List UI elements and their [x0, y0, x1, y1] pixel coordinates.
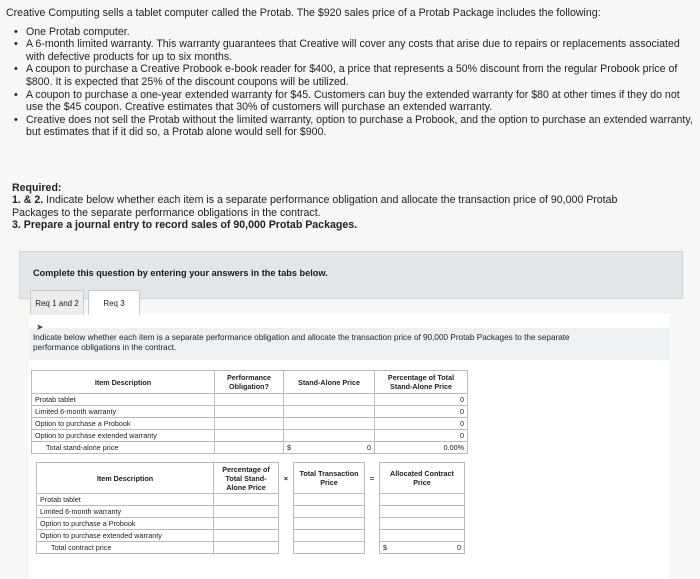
total-label: Total stand-alone price: [32, 442, 215, 454]
problem-intro: [6, 7, 694, 139]
allocated-price-input[interactable]: [380, 494, 465, 506]
total-price-value: 0: [367, 443, 371, 452]
required-item-1: [12, 194, 652, 219]
percentage-input[interactable]: [214, 518, 279, 530]
bullet-item: • Creative does not sell the Protab without the limited warranty, option to purchase a Probook, and the option to purchase an extended warranty, but estimates that if it did so, a Protab alone would sell for $900.: [14, 114, 694, 139]
total-contract-value: 0: [457, 543, 461, 552]
required-item-1-text: Indicate below whether each item is a separate performance obligation and allocate the transaction price of 90,000 Protab Packages to the separate performance obligations in the contract.: [12, 194, 618, 219]
required-item-3-text: Prepare a journal entry to record sales of 90,000 Protab Packages.: [23, 219, 358, 232]
percentage-value: 0: [375, 406, 468, 418]
row-label: Option to purchase extended warranty: [37, 530, 214, 542]
row-label: Option to purchase extended warranty: [32, 430, 215, 442]
table-row: [32, 418, 468, 430]
table-row: [37, 494, 465, 506]
multiply-sign: ×: [279, 463, 294, 494]
col-percentage-total: Percentage of Total Stand-Alone Price: [214, 463, 279, 494]
row-label: Limited 6-month warranty: [37, 506, 214, 518]
currency-symbol: $: [287, 443, 291, 452]
allocated-price-input[interactable]: [380, 518, 465, 530]
col-performance-obligation: Performance Obligation?: [215, 371, 284, 394]
allocated-price-input[interactable]: [380, 506, 465, 518]
required-item-3-prefix: 3.: [12, 219, 21, 232]
percentage-input[interactable]: [214, 506, 279, 518]
tab-req-3[interactable]: Req 3: [88, 290, 140, 315]
table-row: [37, 530, 465, 542]
col-item-description: Item Description: [37, 463, 214, 494]
performance-obligation-select[interactable]: [215, 394, 284, 406]
col-stand-alone-price: Stand-Alone Price: [284, 371, 375, 394]
operator-spacer: [279, 530, 294, 542]
performance-obligation-select[interactable]: [215, 418, 284, 430]
total-row: [37, 542, 465, 554]
total-label: Total contract price: [37, 542, 214, 554]
bullet-item: • A coupon to purchase a Creative Probook e-book reader for $400, a price that represents a 50% discount from the regular Probook price of $800. It is expected that 25% of the discount coupons will be utilized.: [14, 63, 694, 88]
operator-spacer: [365, 506, 380, 518]
performance-obligation-select[interactable]: [215, 430, 284, 442]
stand-alone-price-input[interactable]: [284, 430, 375, 442]
row-label: Protab tablet: [37, 494, 214, 506]
row-label: Option to purchase a Probook: [32, 418, 215, 430]
total-contract-price-cell: [380, 542, 465, 554]
currency-symbol: $: [383, 543, 387, 552]
row-label: Option to purchase a Probook: [37, 518, 214, 530]
empty-cell: [214, 542, 279, 554]
col-percentage-total: Percentage of Total Stand-Alone Price: [375, 371, 468, 394]
operator-spacer: [365, 518, 380, 530]
transaction-price-input[interactable]: [294, 530, 365, 542]
col-total-transaction-price: Total Transaction Price: [294, 463, 365, 494]
col-allocated-contract-price: Allocated Contract Price: [380, 463, 465, 494]
table-row: [32, 430, 468, 442]
mouse-cursor-icon: ➤: [36, 322, 44, 332]
stand-alone-price-input[interactable]: [284, 394, 375, 406]
total-percentage-value: 0.00%: [375, 442, 468, 454]
transaction-price-input[interactable]: [294, 506, 365, 518]
bullet-item: • A 6-month limited warranty. This warranty guarantees that Creative will cover any costs that arise due to repairs or replacements associated with defective products for up to six months.: [14, 38, 694, 63]
required-section: [12, 182, 652, 232]
transaction-price-input[interactable]: [294, 494, 365, 506]
operator-spacer: [279, 494, 294, 506]
tab-req-1-and-2[interactable]: Req 1 and 2: [30, 290, 84, 315]
percentage-input[interactable]: [214, 530, 279, 542]
bullet-item: • A coupon to purchase a one-year extended warranty for $45. Customers can buy the extended warranty for $80 at other times if they do not use the $45 coupon. Creative estimates that 30% of customers will purchase an extended warranty.: [14, 89, 694, 114]
empty-cell: [294, 542, 365, 554]
percentage-value: 0: [375, 418, 468, 430]
col-item-description: Item Description: [32, 371, 215, 394]
table-row: [37, 506, 465, 518]
operator-spacer: [279, 518, 294, 530]
intro-text: Creative Computing sells a tablet computer called the Protab. The $920 sales price of a Protab Package includes the following:: [6, 7, 601, 19]
row-label: Limited 6-month warranty: [32, 406, 215, 418]
table-row: [37, 518, 465, 530]
operator-spacer: [365, 494, 380, 506]
stand-alone-price-input[interactable]: [284, 406, 375, 418]
total-row: [32, 442, 468, 454]
operator-spacer: [279, 506, 294, 518]
row-label: Protab tablet: [32, 394, 215, 406]
operator-spacer: [365, 530, 380, 542]
required-item-3: [12, 219, 652, 231]
operator-spacer: [279, 542, 294, 554]
percentage-input[interactable]: [214, 494, 279, 506]
table-row: [32, 406, 468, 418]
performance-obligation-select[interactable]: [215, 406, 284, 418]
bullet-list: [14, 26, 694, 139]
required-heading: Required:: [12, 182, 62, 194]
total-price-cell: [284, 442, 375, 454]
transaction-price-input[interactable]: [294, 518, 365, 530]
stand-alone-price-input[interactable]: [284, 418, 375, 430]
equals-sign: =: [365, 463, 380, 494]
tab-instruction: Indicate below whether each item is a separate performance obligation and allocate the transaction price of 90,000 Protab Packages to the separate performance obligations in the contract.: [33, 333, 570, 352]
percentage-value: 0: [375, 430, 468, 442]
bullet-item: • One Protab computer.: [14, 26, 694, 39]
required-item-1-prefix: 1. & 2.: [12, 194, 44, 207]
panel-text: Complete this question by entering your answers in the tabs below.: [33, 268, 328, 278]
empty-cell: [215, 442, 284, 454]
operator-spacer: [365, 542, 380, 554]
standalone-price-table: [31, 370, 468, 454]
table-row: [32, 394, 468, 406]
percentage-value: 0: [375, 394, 468, 406]
allocation-table: [36, 462, 465, 554]
allocated-price-input[interactable]: [380, 530, 465, 542]
